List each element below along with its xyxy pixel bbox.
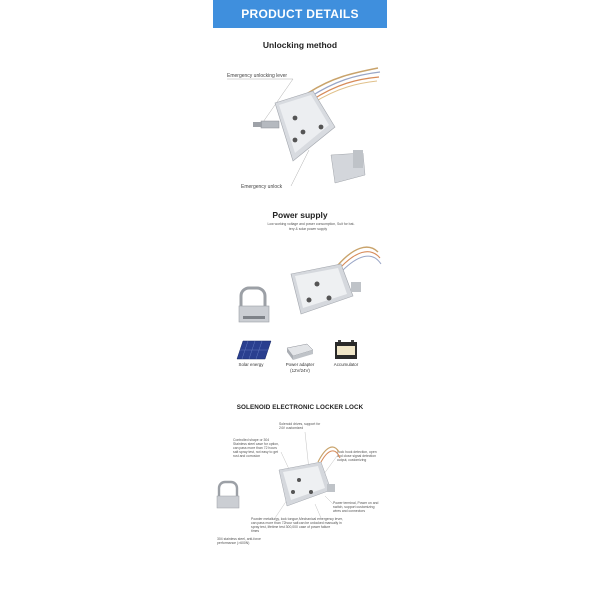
callout-hook-detection: Lock hook detection, open and close signal detection output, customizing — [337, 450, 377, 462]
banner-title: PRODUCT DETAILS — [241, 7, 359, 21]
callout-emergency-lever: Mechanical emergency lever, can be unlocked manually in case of power failure — [299, 517, 343, 529]
callout-anti-force: 304 stainless steel, anti-force performance (>600N) — [217, 537, 261, 545]
label-power-adapter-voltage: (12V/24V) — [290, 368, 310, 373]
product-details-page — [213, 0, 387, 600]
accumulator-icon — [334, 340, 358, 360]
lock-image-power — [213, 240, 387, 340]
power-adapter-icon — [285, 342, 315, 360]
lock-image-unlocking — [213, 65, 387, 195]
label-solar: Solar energy — [238, 362, 264, 367]
label-accumulator: Accumulator — [333, 362, 359, 367]
section-title-unlocking: Unlocking method — [262, 40, 338, 50]
callout-power-terminal: Power terminal, Power on and switch, support customizing wires and connectors — [333, 501, 379, 513]
solar-panel-icon — [237, 340, 271, 360]
banner — [213, 0, 387, 28]
callout-lock-tongue: Powder metallurgy, lock tongue, can pass more than 72hour salt spray test, lifetime test 300,000 times — [251, 517, 299, 533]
section-title-solenoid: SOLENOID ELECTRONIC LOCKER LOCK — [236, 404, 364, 411]
callout-solenoid: Solenoid drives, support for 24V customized — [279, 422, 321, 430]
callout-case: Controlled shape or 304 Stainless steel case for option, can pass more than 72 hours salt spray test, not easy to get rust and corrosion — [233, 438, 279, 458]
section-title-power: Power supply — [272, 210, 328, 220]
label-emergency-unlock: Emergency unlock — [241, 184, 283, 190]
label-power-adapter: Power adapter — [285, 362, 315, 367]
label-emergency-lever: Emergency unlocking lever — [227, 73, 288, 79]
power-subtitle-1: Low working voltage and power consumption, Suit for bat- — [267, 222, 355, 226]
lock-image-solenoid — [213, 420, 387, 540]
power-subtitle-2: tery & solar power supply — [288, 227, 328, 231]
